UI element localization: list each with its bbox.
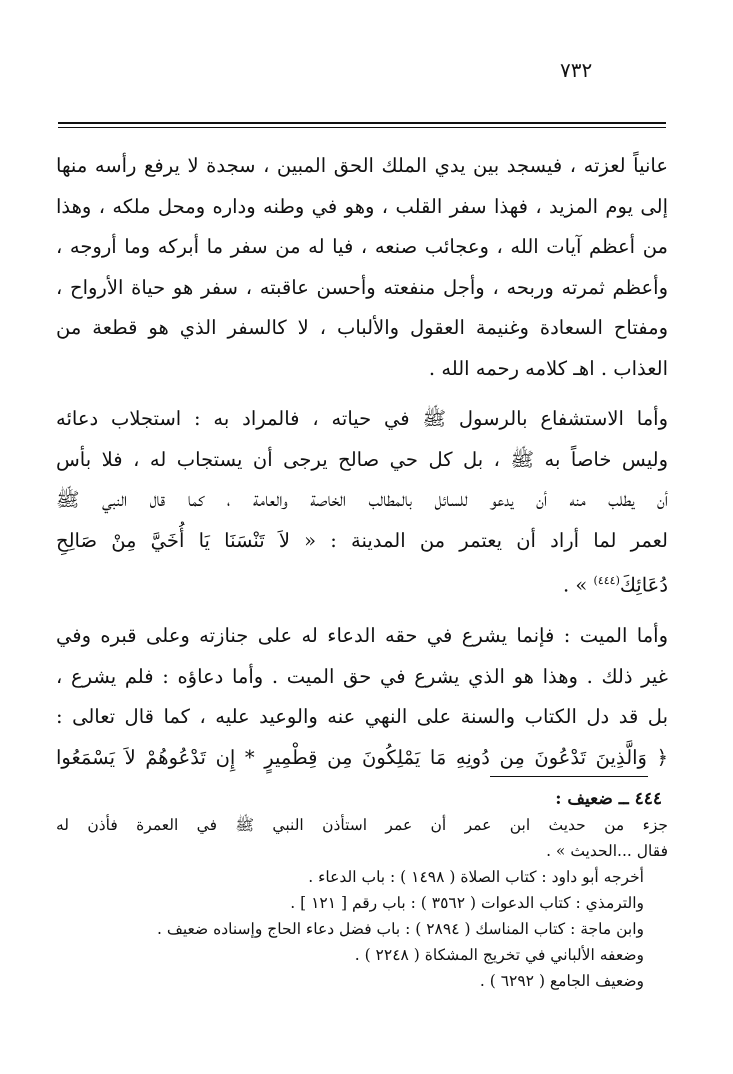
header-rule xyxy=(58,122,666,124)
text-line: وأعظم ثمرته وربحه ، وأجل منفعته وأحسن عاقبته ، سفر هو حياة الأرواح ، xyxy=(56,275,668,299)
footnote-line: جزء من حديث ابن عمر أن عمر استأذن النبي ﷺ في العمرة فأذن له xyxy=(56,816,668,834)
footnote-line: وضعفه الألباني في تخريج المشكاة ( ٢٢٤٨ ) . xyxy=(354,946,644,964)
text-line: إلى يوم المزيد ، فهذا سفر القلب ، وهو في وطنه وداره ومحل ملكه ، وهذا xyxy=(56,194,668,218)
text-line: أن يطلب منه أن يدعو للسائل بالمطالب الخاصة والعامة ، كما قال النبي ﷺ xyxy=(56,488,668,511)
text-line: وأما الاستشفاع بالرسول ﷺ في حياته ، فالمراد به : استجلاب دعائه xyxy=(56,407,668,430)
footnote-heading: ٤٤٤ ــ ضعيف : xyxy=(555,789,662,809)
footnote-line: وابن ماجة : كتاب المناسك ( ٢٨٩٤ ) : باب فضل دعاء الحاج وإسناده ضعيف . xyxy=(156,920,644,938)
quran-verse-line: ﴿ وَالَّذِينَ تَدْعُونَ مِن دُونِهِ مَا يَمْلِكُونَ مِن قِطْمِيرٍ * إِن تَدْعُوهُمْ لاَ يَسْمَعُوا xyxy=(56,745,668,769)
text-line: غير ذلك . وهذا هو الذي يشرع في حق الميت . وأما دعاؤه : فلم يشرع ، xyxy=(56,664,668,688)
text-line: ومفتاح السعادة وغنيمة العقول والألباب ، لا كالسفر الذي هو قطعة من xyxy=(56,316,668,339)
text-line: وأما الميت : فإنما يشرع في حقه الدعاء له على جنازته وعلى قبره وفي xyxy=(56,624,668,647)
footnote-line: أخرجه أبو داود : كتاب الصلاة ( ١٤٩٨ ) : باب الدعاء . xyxy=(308,868,644,886)
footnote-line: فقال ...الحديث » . xyxy=(546,842,668,860)
footnote-line: وضعيف الجامع ( ٦٢٩٢ ) . xyxy=(479,972,644,990)
text-line: عانياً لعزته ، فيسجد بين يدي الملك الحق المبين ، سجدة لا يرفع رأسه منها xyxy=(56,154,668,177)
text-line: وليس خاصاً به ﷺ ، بل كل حي صالح يرجى أن يستجاب له ، فلا بأس xyxy=(56,447,668,471)
quote-close: » . xyxy=(563,573,588,597)
page-number: ٧٣٢ xyxy=(560,58,593,82)
footnote-reference: (٤٤٤) xyxy=(593,574,620,587)
footnotes xyxy=(56,786,668,994)
main-text xyxy=(56,146,668,778)
footnote-line: والترمذي : كتاب الدعوات ( ٣٥٦٢ ) : باب رقم [ ١٢١ ] . xyxy=(290,894,644,912)
text-line: من أعظم آيات الله ، وعجائب صنعه ، فيا له من سفر ما أبركه وما أروجه ، xyxy=(56,235,668,258)
text-line: لعمر لما أراد أن يعتمر من المدينة : « لاَ تَنْسَنَا يَا أُخَيَّ مِنْ صَالِحِ xyxy=(56,528,668,552)
footnote-separator xyxy=(490,776,648,777)
hadith-end: دُعَائِكَ xyxy=(619,573,668,597)
text-line-with-note xyxy=(56,561,668,606)
text-line: بل قد دل الكتاب والسنة على النهي عنه والوعيد عليه ، كما قال تعالى : xyxy=(56,705,668,728)
text-line: العذاب . اهـ كلامه رحمه الله . xyxy=(428,356,668,380)
header-rule-thin xyxy=(58,127,666,128)
